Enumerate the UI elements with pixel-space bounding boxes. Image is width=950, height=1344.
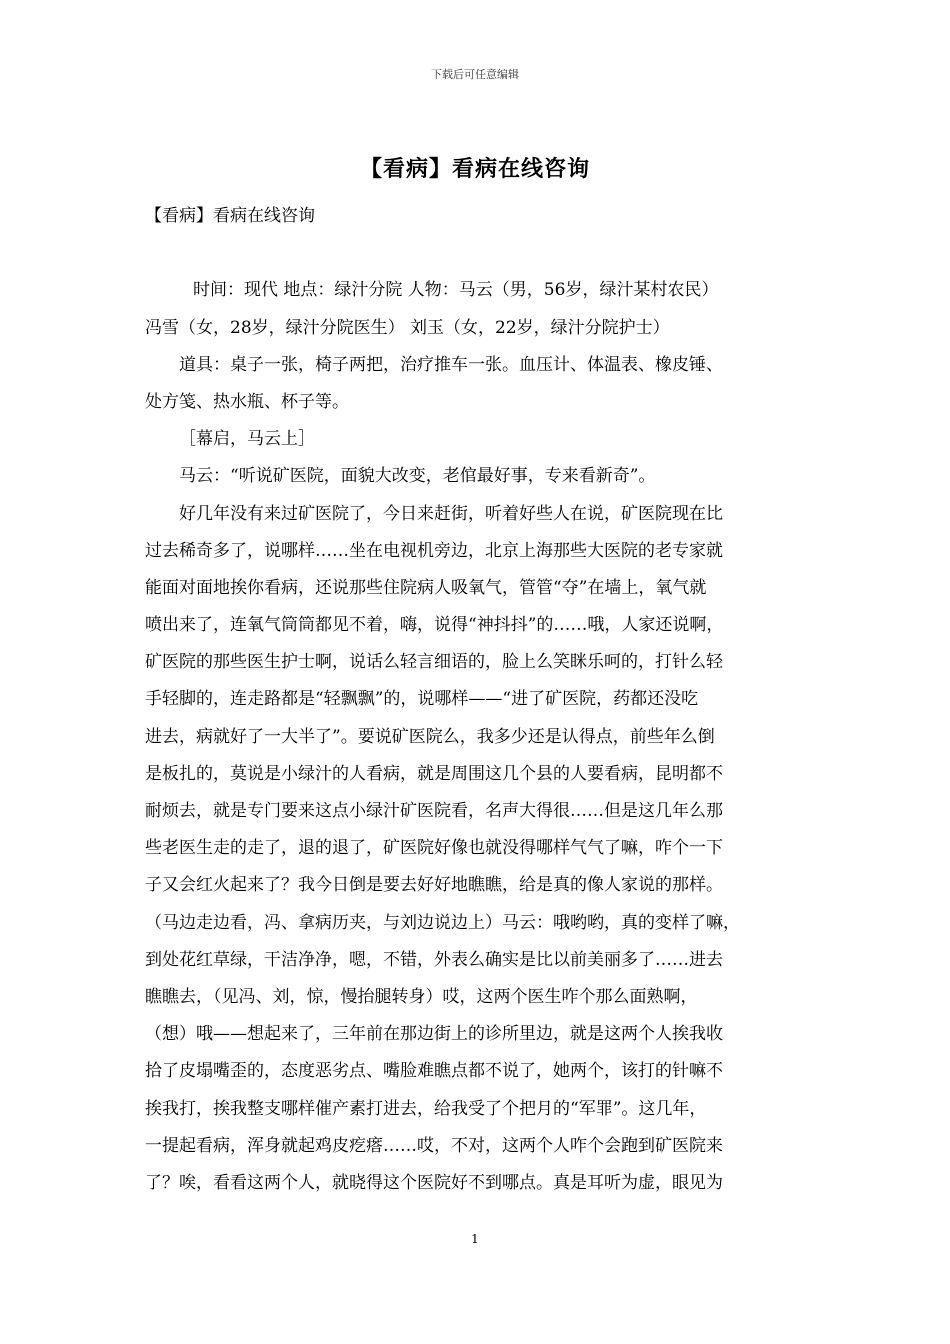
page-number: 1 bbox=[471, 1232, 479, 1246]
paragraph-line: （想）哦——想起来了，三年前在那边街上的诊所里边，就是这两个人挨我收 bbox=[145, 1024, 723, 1045]
paragraph-line: 道具：桌子一张，椅子两把，治疗推车一张。血压计、体温表、橡皮锤、 bbox=[179, 354, 723, 375]
page-header-note: 下载后可任意编辑 bbox=[431, 68, 519, 81]
paragraph-line: 到处花红草绿，干洁净净，嗯，不错，外表么确实是比以前美丽多了……进去 bbox=[145, 949, 723, 970]
paragraph-line: 一提起看病，浑身就起鸡皮疙瘩……哎，不对，这两个人咋个会跑到矿医院来 bbox=[145, 1135, 723, 1156]
paragraph-line: 子又会红火起来了？我今日倒是要去好好地瞧瞧，给是真的像人家说的那样。 bbox=[145, 875, 723, 896]
paragraph-line: 了？唉，看看这两个人，就晓得这个医院好不到哪点。真是耳听为虚，眼见为 bbox=[145, 1172, 723, 1193]
paragraph-line: 耐烦去，就是专门要来这点小绿汁矿医院看，名声大得很……但是这几年么那 bbox=[145, 801, 723, 821]
paragraph-line: 马云：“听说矿医院，面貌大改变，老倌最好事，专来看新奇”。 bbox=[179, 466, 656, 487]
paragraph-line: 矿医院的那些医生护士啊，说话么轻言细语的，脸上么笑眯乐呵的，打针么轻 bbox=[145, 652, 723, 673]
paragraph-line: 是板扎的，莫说是小绿汁的人看病，就是周围这几个县的人要看病，昆明都不 bbox=[145, 763, 723, 784]
paragraph-line: 能面对面地挨你看病，还说那些住院病人吸氧气，管管“夺”在墙上，氧气就 bbox=[145, 577, 707, 598]
paragraph-line: 冯雪（女，28岁，绿汁分院医生） 刘玉（女，22岁，绿汁分院护士） bbox=[145, 317, 670, 338]
paragraph-line: 瞧瞧去，（见冯、刘，惊，慢抬腿转身）哎，这两个医生咋个那么面熟啊， bbox=[145, 986, 698, 1007]
paragraph-line: 进去，病就好了一大半了”。要说矿医院么，我多少还是认得点，前些年么倒 bbox=[145, 726, 715, 747]
paragraph-line: 过去稀奇多了，说哪样……坐在电视机旁边，北京上海那些大医院的老专家就 bbox=[145, 540, 723, 561]
document-body bbox=[145, 198, 819, 1202]
subtitle-line: 【看病】看病在线咨询 bbox=[145, 206, 315, 226]
paragraph-line: （马边走边看，冯、拿病历夹，与刘边说边上）马云：哦哟哟，真的变样了嘛， bbox=[145, 912, 740, 933]
paragraph-line: 时间：现代 地点：绿汁分院 人物：马云（男，56岁，绿汁某村农民） bbox=[193, 280, 719, 301]
paragraph-line: 拾了皮塌嘴歪的，态度恶劣点、嘴脸难瞧点都不说了，她两个，该打的针嘛不 bbox=[145, 1061, 723, 1082]
paragraph-line: 些老医生走的走了，退的退了，矿医院好像也就没得哪样气气了嘛，咋个一下 bbox=[145, 838, 723, 859]
paragraph-line: 处方笺、热水瓶、杯子等。 bbox=[145, 391, 349, 412]
paragraph-line: ［幕启，马云上］ bbox=[179, 429, 315, 450]
blank-line bbox=[145, 235, 819, 272]
paragraph-line: 喷出来了，连氧气筒筒都见不着，嗨，说得“神抖抖”的……哦，人家还说啊， bbox=[145, 615, 724, 636]
document-title: 【看病】看病在线咨询 bbox=[359, 156, 590, 182]
paragraph-line: 手轻脚的，连走路都是“轻飘飘”的，说哪样——“进了矿医院，药都还没吃 bbox=[145, 689, 699, 710]
paragraph-line: 挨我打，挨我整支哪样催产素打进去，给我受了个把月的“军罪”。这几年， bbox=[145, 1098, 707, 1119]
paragraph-line: 好几年没有来过矿医院了，今日来赶街，听着好些人在说，矿医院现在比 bbox=[179, 503, 723, 524]
